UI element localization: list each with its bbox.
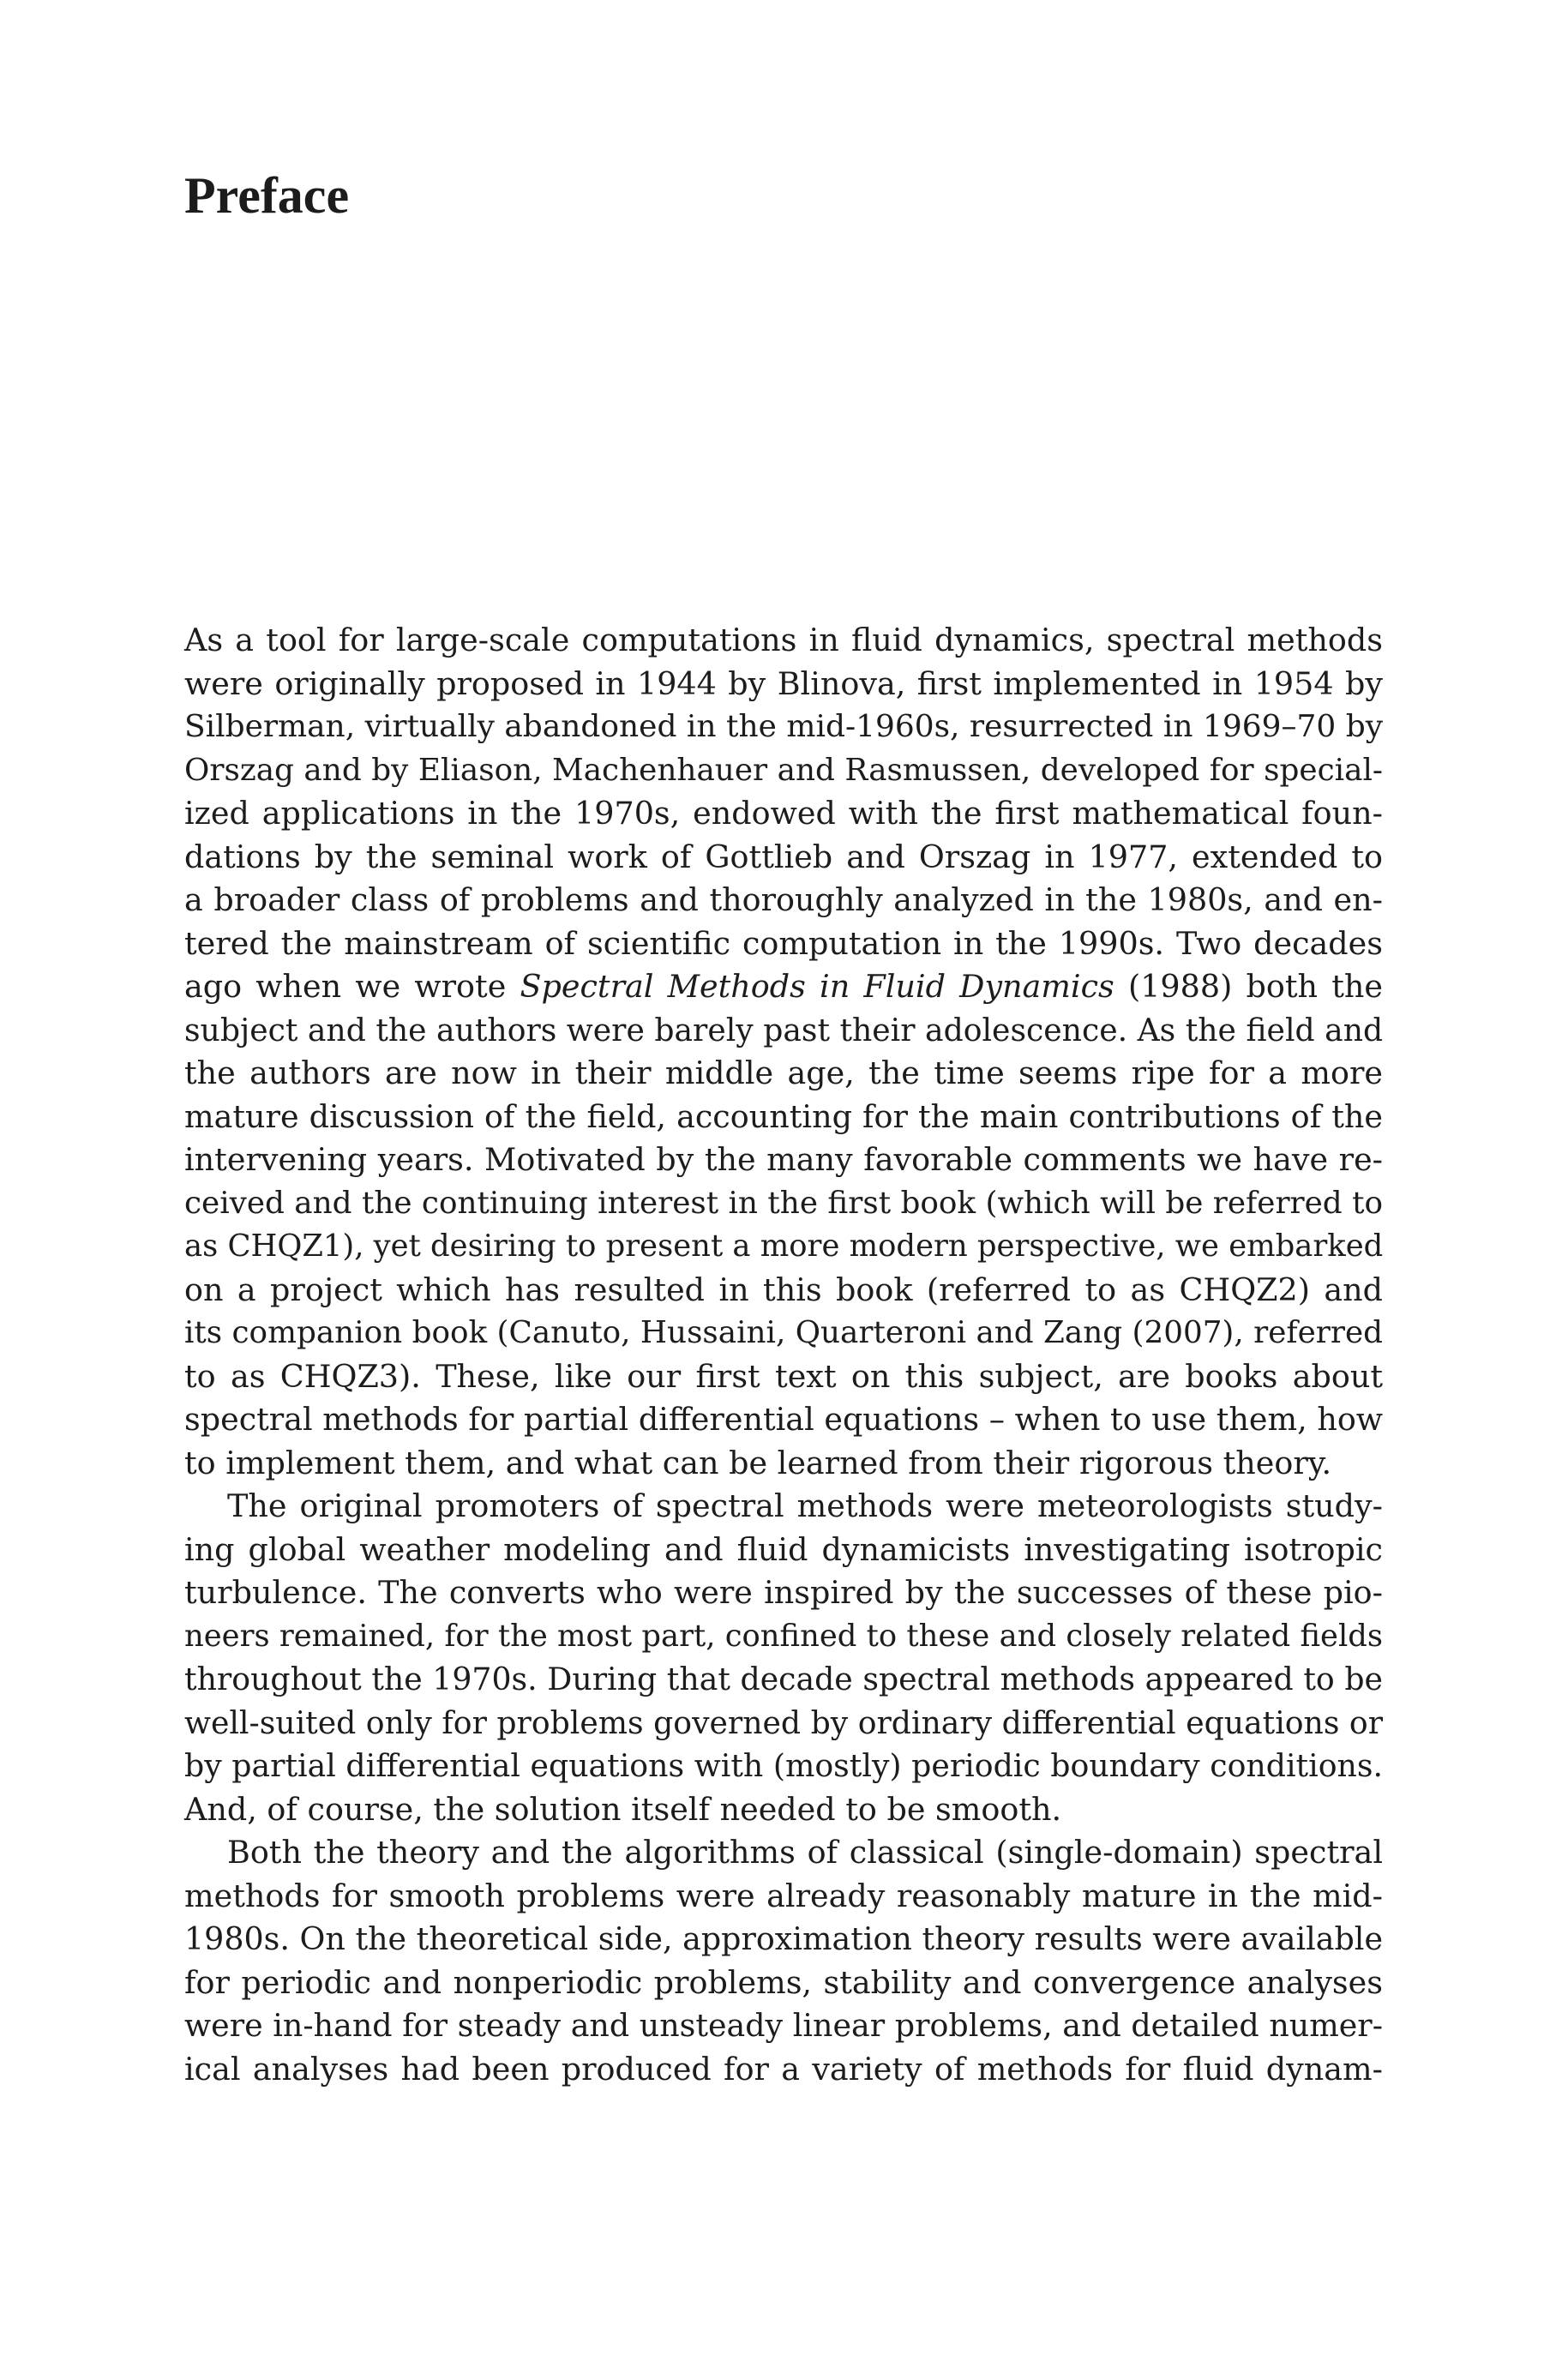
text-line: neers remained, for the most part, confined to these and closely related fields: [184, 1618, 1383, 1654]
text-line: And, of course, the solution itself needed to be smooth.: [184, 1790, 1062, 1828]
text-line: a broader class of problems and thoroughly analyzed in the 1980s, and en-: [184, 881, 1383, 918]
text-line-tail: (1988) both the: [1114, 968, 1384, 1005]
text-line: were in-hand for steady and unsteady linear problems, and detailed numer-: [184, 2007, 1383, 2044]
text-line: ical analyses had been produced for a variety of methods for fluid dynam-: [184, 2050, 1383, 2088]
text-line: methods for smooth problems were already reasonably mature in the mid-: [184, 1877, 1383, 1914]
text-line: subject and the authors were barely past their adolescence. As the field and: [184, 1011, 1384, 1048]
text-line: were originally proposed in 1944 by Blinova, first implemented in 1954 by: [184, 664, 1383, 702]
text-line: throughout the 1970s. During that decade spectral methods appeared to be: [184, 1661, 1383, 1697]
text-line: the authors are now in their middle age, the time seems ripe for a more: [184, 1054, 1383, 1091]
text-line: mature discussion of the field, accounting for the main contributions of the: [184, 1097, 1383, 1135]
text-line: ceived and the continuing interest in the first book (which will be referred to: [184, 1185, 1383, 1221]
text-line: to implement them, and what can be learned from their rigorous theory.: [184, 1444, 1332, 1481]
preface-body: [184, 619, 1383, 2091]
text-line: [184, 965, 1383, 1009]
text-line: ized applications in the 1970s, endowed with the first mathematical foun-: [184, 795, 1383, 832]
text-line: on a project which has resulted in this book (referred to as CHQZ2) and: [184, 1271, 1383, 1308]
text-line: by partial differential equations with (mostly) periodic boundary conditions.: [184, 1747, 1383, 1784]
text-line: spectral methods for partial differential equations – when to use them, how: [184, 1401, 1384, 1438]
paragraph-3: [184, 1831, 1383, 2091]
text-line-head: ago when we wrote: [184, 968, 520, 1005]
text-line: intervening years. Motivated by the many favorable comments we have re-: [184, 1141, 1383, 1178]
text-line: as CHQZ1), yet desiring to present a more modern perspective, we embarked: [184, 1229, 1384, 1264]
page-title: Preface: [184, 167, 350, 224]
text-line: dations by the seminal work of Gottlieb and Orszag in 1977, extended to: [184, 838, 1383, 875]
text-line: 1980s. On the theoretical side, approximation theory results were available: [184, 1920, 1383, 1957]
book-title-italic: Spectral Methods in Fluid Dynamics: [520, 968, 1114, 1005]
paragraph-2: [184, 1485, 1383, 1831]
text-line: Orszag and by Eliason, Machenhauer and Rasmussen, developed for special-: [184, 752, 1383, 788]
text-line: As a tool for large-scale computations in fluid dynamics, spectral methods: [184, 622, 1383, 658]
paragraph-1: [184, 619, 1383, 1485]
text-line: turbulence. The converts who were inspired by the successes of these pio-: [184, 1574, 1383, 1611]
text-line: to as CHQZ3). These, like our first text on this subject, are books about: [184, 1357, 1383, 1395]
text-line: Both the theory and the algorithms of classical (single-domain) spectral: [227, 1834, 1383, 1871]
text-line: its companion book (Canuto, Hussaini, Quarteroni and Zang (2007), referred: [184, 1315, 1383, 1350]
text-line: tered the mainstream of scientific computation in the 1990s. Two decades: [184, 924, 1383, 962]
text-line: for periodic and nonperiodic problems, stability and convergence analyses: [184, 1963, 1383, 2001]
text-line: well-suited only for problems governed by ordinary differential equations or: [184, 1703, 1383, 1741]
text-line: The original promoters of spectral methods were meteorologists study-: [227, 1487, 1383, 1524]
text-line: Silberman, virtually abandoned in the mid-1960s, resurrected in 1969–70 by: [184, 709, 1383, 744]
text-line: ing global weather modeling and fluid dynamicists investigating isotropic: [184, 1530, 1383, 1568]
